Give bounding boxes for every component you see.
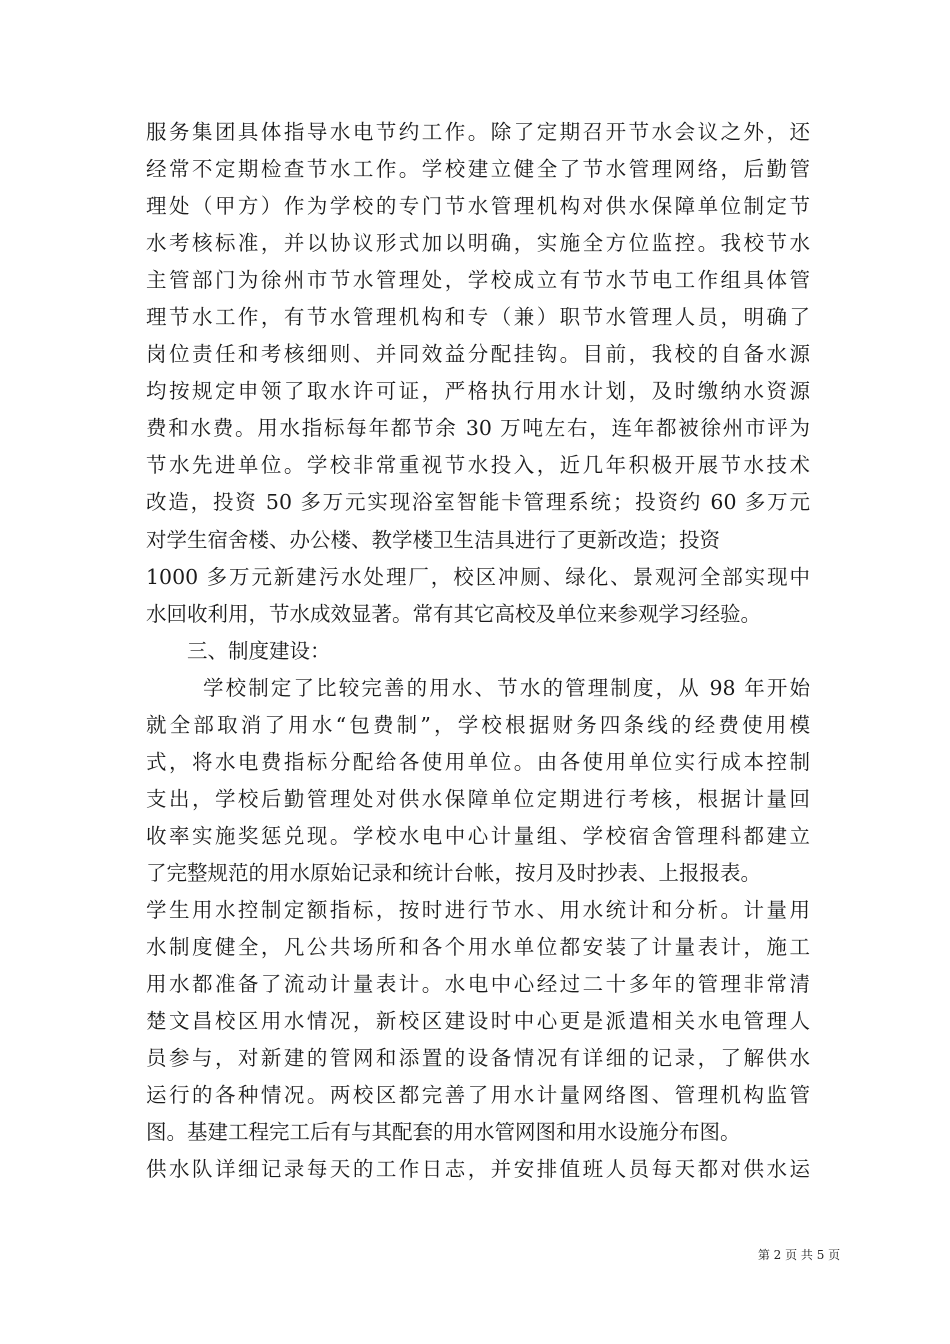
paragraph-line: 用水都准备了流动计量表计。水电中心经过二十多年的管理非常清 [146, 972, 810, 997]
paragraph-line: 水回收利用，节水成效显著。常有其它高校及单位来参观学习经验。 [146, 601, 761, 626]
paragraph-line: 均按规定申领了取水许可证，严格执行用水计划，及时缴纳水资源 [146, 379, 810, 404]
paragraph-line: 运行的各种情况。两校区都完善了用水计量网络图、管理机构监管 [146, 1083, 810, 1108]
paragraph-line: 费和水费。用水指标每年都节余 30 万吨左右，连年都被徐州市评为 [146, 416, 810, 441]
paragraph-line: 理处（甲方）作为学校的专门节水管理机构对供水保障单位制定节 [146, 194, 810, 219]
paragraph-line: 节水先进单位。学校非常重视节水投入，近几年积极开展节水技术 [146, 453, 810, 478]
paragraph-line: 就全部取消了用水“包费制”，学校根据财务四条线的经费使用模 [146, 712, 810, 737]
paragraph-line: 支出，学校后勤管理处对供水保障单位定期进行考核，根据计量回 [146, 786, 810, 811]
paragraph-line: 学校制定了比较完善的用水、节水的管理制度，从 98 年开始 [203, 675, 810, 700]
paragraph-line: 式，将水电费指标分配给各使用单位。由各使用单位实行成本控制 [146, 749, 810, 774]
paragraph-line: 服务集团具体指导水电节约工作。除了定期召开节水会议之外，还 [146, 120, 810, 144]
paragraph-line: 水考核标准，并以协议形式加以明确，实施全方位监控。我校节水 [146, 231, 810, 256]
paragraph-line: 学生用水控制定额指标，按时进行节水、用水统计和分析。计量用 [146, 897, 810, 922]
paragraph-line: 供水队详细记录每天的工作日志，并安排值班人员每天都对供水运 [146, 1157, 810, 1182]
paragraph-line: 岗位责任和考核细则、并同效益分配挂钩。目前，我校的自备水源 [146, 342, 810, 367]
paragraph-line: 对学生宿舍楼、办公楼、教学楼卫生洁具进行了更新改造；投资 [146, 527, 720, 552]
paragraph-line: 改造，投资 50 多万元实现浴室智能卡管理系统；投资约 60 多万元 [146, 490, 810, 515]
page-footer [0, 1246, 950, 1263]
paragraph-line: 主管部门为徐州市节水管理处，学校成立有节水节电工作组具体管 [146, 268, 810, 293]
paragraph-line: 员参与，对新建的管网和添置的设备情况有详细的记录，了解供水 [146, 1046, 810, 1071]
paragraph-line: 理节水工作，有节水管理机构和专（兼）职节水管理人员，明确了 [146, 305, 810, 330]
paragraph-line: 经常不定期检查节水工作。学校建立健全了节水管理网络，后勤管 [146, 157, 810, 182]
paragraph-line: 了完整规范的用水原始记录和统计台帐，按月及时抄表、上报报表。 [146, 860, 761, 885]
document-body [146, 114, 810, 1188]
section-heading: 三、制度建设： [187, 638, 331, 663]
page-number: 第 2 页 共 5 页 [757, 1248, 841, 1262]
paragraph-line: 楚文昌校区用水情况，新校区建设时中心更是派遣相关水电管理人 [146, 1009, 810, 1034]
paragraph-line: 1000 多万元新建污水处理厂，校区冲厕、绿化、景观河全部实现中 [146, 564, 810, 589]
paragraph-line: 水制度健全，凡公共场所和各个用水单位都安装了计量表计，施工 [146, 935, 810, 960]
paragraph-line: 图。基建工程完工后有与其配套的用水管网图和用水设施分布图。 [146, 1120, 741, 1145]
paragraph-line: 收率实施奖惩兑现。学校水电中心计量组、学校宿舍管理科都建立 [146, 823, 810, 848]
